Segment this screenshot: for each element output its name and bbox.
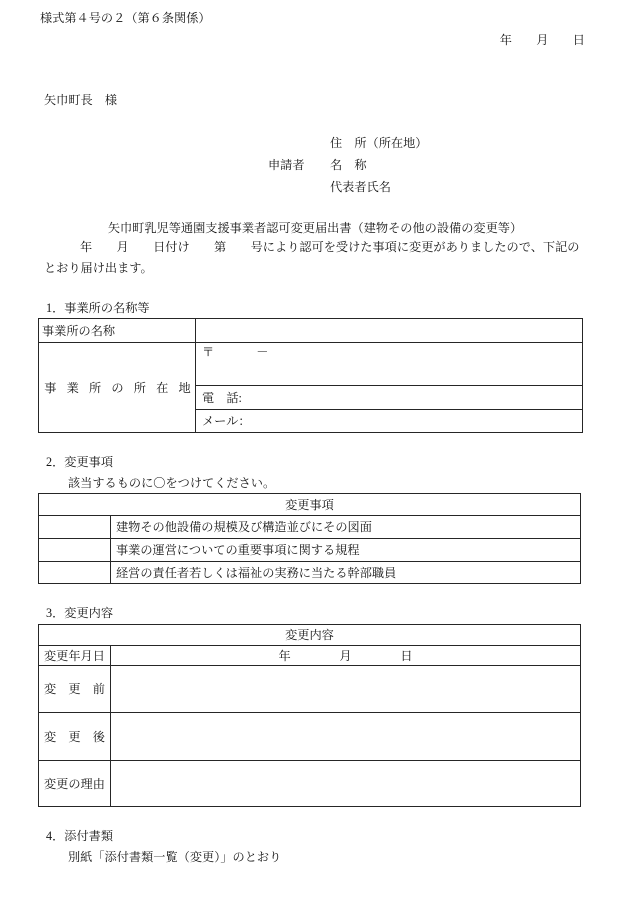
change-item-check-cell [38,538,111,562]
submission-date: 年 月 日 [499,33,585,47]
facility-location-label-cell [38,342,196,433]
document-title: 矢巾町乳児等通園支援事業者認可変更届出書（建物その他の設備の変更等） [107,221,523,235]
after-change-label-cell [38,712,111,761]
change-date-label-cell [38,645,111,666]
before-change-label-cell [38,665,111,713]
facility-name-value-cell [195,318,583,343]
change-date-label: 変更年月日 [44,648,105,663]
body-text-line-1: 年 月 日付け 第 号により認可を受けた事項に変更がありましたので、下記の [80,240,580,254]
before-change-label: 変 更 前 [44,682,105,696]
after-change-value-cell [110,712,581,761]
section-3-heading: 3．変更内容 [46,606,114,620]
attachments-text: 別紙「添付書類一覧（変更）」のとおり [68,850,282,864]
email-cell [195,409,583,433]
change-item-label-cell [110,561,581,584]
change-item-label-cell [110,538,581,562]
phone-cell [195,385,583,410]
section-2-heading: 2．変更事項 [46,455,114,469]
postal-code-cell [195,342,583,386]
applicant-address-label: 住 所（所在地） [330,136,428,150]
change-item-label-cell [110,515,581,539]
change-item-label: 建物その他設備の規模及び構造並びにその図面 [116,520,372,534]
change-items-table-header [38,493,581,516]
section-4-heading: 4．添付書類 [46,829,114,843]
form-number: 様式第４号の２（第６条関係） [40,11,211,25]
postal-mark-icon: 〒 [202,345,215,359]
change-item-label: 経営の責任者若しくは福祉の実務に当たる幹部職員 [116,565,397,580]
email-label: メール： [202,414,251,428]
before-change-value-cell [110,665,581,713]
change-reason-label-cell [38,760,111,807]
change-date-value-cell [110,645,581,666]
facility-name-label: 事業所の名称 [42,323,116,338]
applicant-label: 申請者 [268,158,305,172]
change-item-label: 事業の運営についての重要事項に関する規程 [116,543,360,557]
change-date-value: 年 月 日 [278,648,413,663]
change-items-header-label: 変更事項 [285,497,334,512]
phone-label: 電 話: [202,390,242,405]
after-change-label: 変 更 後 [44,729,105,744]
postal-code-dash: － [256,345,269,359]
addressee: 矢巾町長 様 [44,93,118,107]
applicant-representative-label: 代表者氏名 [330,180,391,194]
facility-location-label: 事 業 所 の 所 在 地 [44,380,190,395]
change-reason-value-cell [110,760,581,807]
change-reason-label: 変更の理由 [44,776,105,791]
applicant-name-label: 名 称 [330,158,367,172]
section-1-heading: 1．事業所の名称等 [46,301,150,315]
section-2-instruction: 該当するものに〇をつけてください。 [68,476,276,490]
body-text-line-2: とおり届け出ます。 [44,261,153,275]
change-item-check-cell [38,561,111,584]
change-item-check-cell [38,515,111,539]
change-details-header-label: 変更内容 [285,628,334,642]
change-details-table-header [38,624,581,646]
facility-name-label-cell [38,318,196,343]
